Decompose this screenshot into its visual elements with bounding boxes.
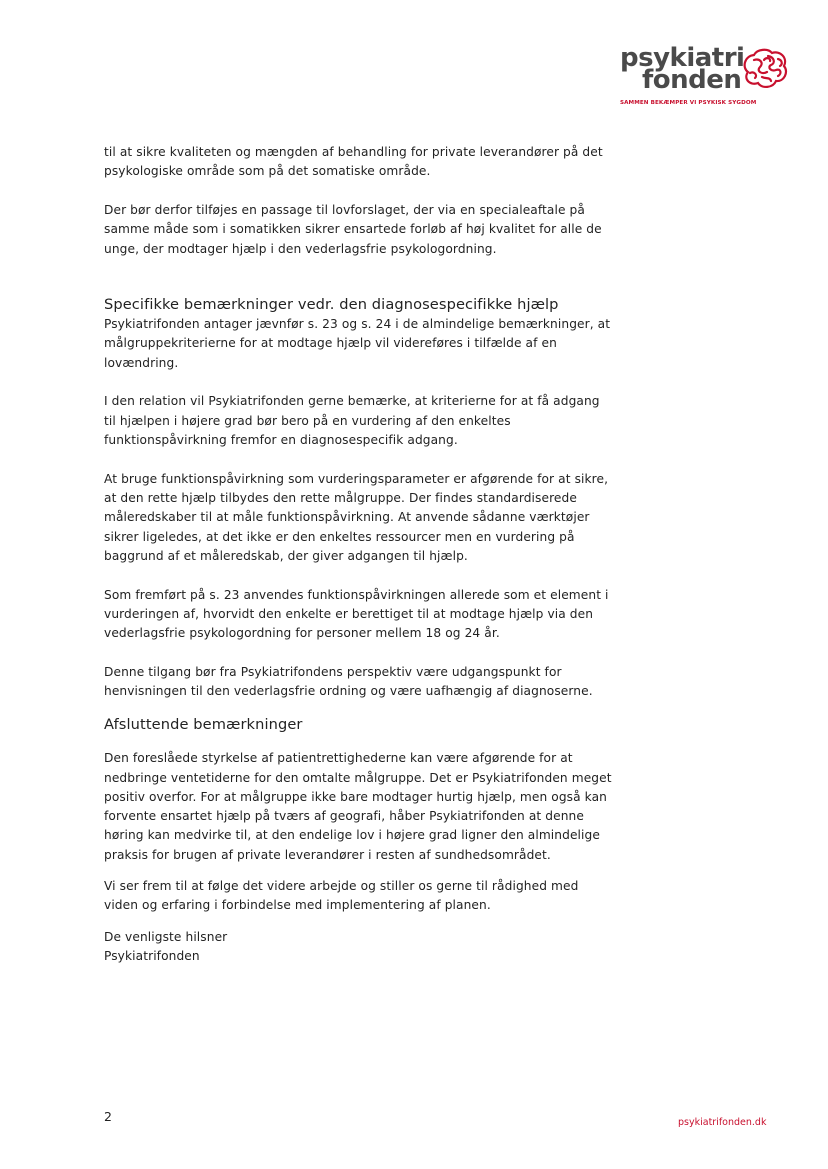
signature: Psykiatrifonden: [104, 948, 200, 963]
paragraph: Som fremført på s. 23 anvendes funktionspåvirkningen allerede som et element i vurderingen af, hvorvidt den enkelte er berettiget til at modtage hjælp via den vederlagsfrie psykologordning for personer mellem 18 og 24 år.: [104, 587, 609, 641]
section-heading-specific-remarks: Specifikke bemærkninger vedr. den diagnosespecifikke hjælp: [104, 295, 559, 313]
closing-greeting: De venligste hilsner: [104, 929, 228, 944]
letter-body: [104, 143, 614, 966]
paragraph: Denne tilgang bør fra Psykiatrifondens perspektiv være udgangspunkt for henvisningen til den vederlagsfrie ordning og være uafhængig af diagnoserne.: [104, 665, 593, 699]
brain-icon: [738, 46, 790, 94]
logo-tagline: SAMMEN BEKÆMPER VI PSYKISK SYGDOM: [620, 100, 757, 106]
logo: [618, 44, 798, 116]
logo-word-psykiatri: psykiatri: [620, 43, 745, 73]
page-number: 2: [104, 1109, 112, 1124]
footer-website: psykiatrifonden.dk: [678, 1117, 767, 1128]
paragraph: Psykiatrifonden antager jævnfør s. 23 og s. 24 i de almindelige bemærkninger, at målgruppekriterierne for at modtage hjælp vil videreføres i tilfælde af en lovændring.: [104, 316, 611, 370]
paragraph: I den relation vil Psykiatrifonden gerne bemærke, at kriterierne for at få adgang til hjælpen i højere grad bør bero på en vurdering af den enkeltes funktionspåvirkning fremfor en diagnosespecifik adgang.: [104, 394, 600, 447]
paragraph: At bruge funktionspåvirkning som vurderingsparameter er afgørende for at sikre, at den rette hjælp tilbydes den rette målgruppe. Der findes standardiserede måleredskaber til at måle funktionspåvirkning. At anvende sådanne værktøjer sikrer ligeledes, at det ikke er den enkeltes ressourcer men en vurdering på baggrund af et måleredskab, der giver adgangen til hjælp.: [104, 471, 609, 563]
paragraph: til at sikre kvaliteten og mængden af behandling for private leverandører på det psykologiske område som på det somatiske område.: [104, 145, 603, 179]
paragraph: Der bør derfor tilføjes en passage til lovforslaget, der via en specialeaftale på samme måde som i somatikken sikrer ensartede forløb af høj kvalitet for alle de unge, der modtager hjælp i den vederlagsfrie psykologordning.: [104, 203, 602, 256]
paragraph: Vi ser frem til at følge det videre arbejde og stiller os gerne til rådighed med viden og erfaring i forbindelse med implementering af planen.: [104, 879, 579, 913]
paragraph: Den foreslåede styrkelse af patientrettighederne kan være afgørende for at nedbringe ventetiderne for den omtalte målgruppe. Det er Psykiatrifonden meget positiv overfor. For at målgruppe ikke bare modtager hurtig hjælp, men også kan forvente ensartet hjælp på tværs af geografi, håber Psykiatrifonden at denne høring kan medvirke til, at den endelige lov i højere grad ligner den almindelige praksis for brugen af private leverandører i resten af sundhedsområdet.: [104, 751, 612, 862]
section-heading-concluding-remarks: Afsluttende bemærkninger: [104, 716, 303, 734]
logo-word-fonden: fonden: [642, 65, 742, 95]
